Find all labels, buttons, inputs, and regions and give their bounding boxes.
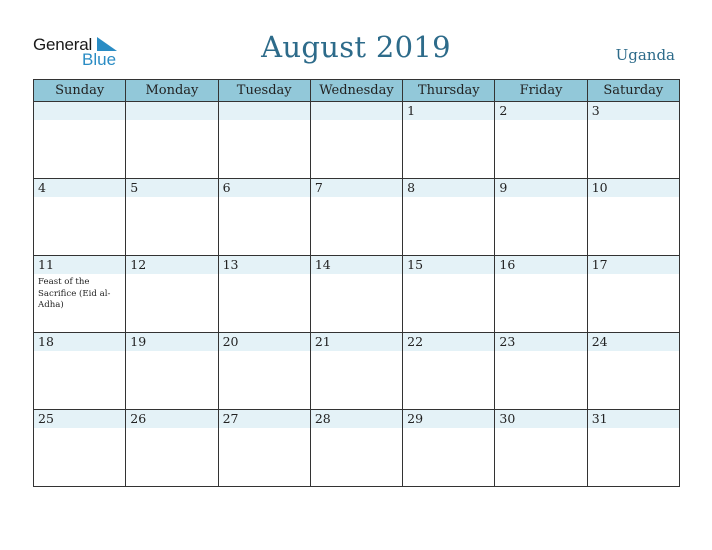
weekday-header: Thursday: [403, 80, 495, 102]
day-number: 10: [588, 179, 679, 197]
day-cell: [587, 410, 679, 487]
day-number: 27: [219, 410, 310, 428]
weekday-header: Friday: [495, 80, 587, 102]
day-cell: [126, 410, 218, 487]
day-number: 13: [219, 256, 310, 274]
day-cell: [495, 333, 587, 410]
day-number: 4: [34, 179, 125, 197]
day-number: 21: [311, 333, 402, 351]
day-number: 11: [34, 256, 125, 274]
day-cell: [218, 179, 310, 256]
weekday-header: Monday: [126, 80, 218, 102]
day-number: 18: [34, 333, 125, 351]
day-cell: [495, 256, 587, 333]
week-row: [34, 256, 680, 333]
day-number: 17: [588, 256, 679, 274]
day-cell: [403, 179, 495, 256]
day-number: [219, 102, 310, 120]
weekday-header: Sunday: [34, 80, 126, 102]
day-cell: [403, 333, 495, 410]
day-number: [34, 102, 125, 120]
holiday-event: Feast of the Sacrifice (Eid al-Adha): [38, 277, 111, 310]
day-number: 29: [403, 410, 494, 428]
day-number: 24: [588, 333, 679, 351]
weekday-header: Wednesday: [310, 80, 402, 102]
day-cell: [587, 333, 679, 410]
day-number: 12: [126, 256, 217, 274]
day-cell: [495, 410, 587, 487]
calendar-grid: [33, 79, 680, 487]
day-number: 28: [311, 410, 402, 428]
day-number: 1: [403, 102, 494, 120]
page-title: August 2019: [261, 30, 451, 64]
logo-text-blue: Blue: [82, 50, 117, 69]
day-cell: [218, 333, 310, 410]
day-number: 6: [219, 179, 310, 197]
day-cell: [495, 102, 587, 179]
day-number: 20: [219, 333, 310, 351]
day-number: 19: [126, 333, 217, 351]
day-number: 9: [495, 179, 586, 197]
day-cell: [310, 256, 402, 333]
day-number: 8: [403, 179, 494, 197]
day-cell: [34, 333, 126, 410]
day-number: 26: [126, 410, 217, 428]
day-cell: [495, 179, 587, 256]
day-cell: [218, 102, 310, 179]
day-cell: [310, 410, 402, 487]
day-cell: [403, 410, 495, 487]
day-cell: [126, 256, 218, 333]
day-number: 31: [588, 410, 679, 428]
day-cell: [126, 102, 218, 179]
day-cell: [587, 179, 679, 256]
day-number: 5: [126, 179, 217, 197]
weekday-header-row: [34, 80, 680, 102]
day-cell: [587, 256, 679, 333]
week-row: [34, 333, 680, 410]
day-cell: [310, 333, 402, 410]
day-cell: [126, 333, 218, 410]
day-number: 3: [588, 102, 679, 120]
day-number: 14: [311, 256, 402, 274]
week-row: [34, 102, 680, 179]
day-number: 30: [495, 410, 586, 428]
week-row: [34, 179, 680, 256]
day-number: [311, 102, 402, 120]
day-number: 16: [495, 256, 586, 274]
day-cell: [218, 410, 310, 487]
day-cell: [403, 256, 495, 333]
day-cell: [34, 179, 126, 256]
day-cell: [218, 256, 310, 333]
day-cell: [34, 410, 126, 487]
day-number: 22: [403, 333, 494, 351]
day-cell: [126, 179, 218, 256]
day-number: [126, 102, 217, 120]
week-row: [34, 410, 680, 487]
day-cell: [310, 179, 402, 256]
day-cell: [310, 102, 402, 179]
day-number: 23: [495, 333, 586, 351]
day-cell: [587, 102, 679, 179]
day-cell: [403, 102, 495, 179]
country-label: Uganda: [615, 46, 675, 64]
day-number: 7: [311, 179, 402, 197]
day-number: 25: [34, 410, 125, 428]
weekday-header: Saturday: [587, 80, 679, 102]
day-cell: [34, 256, 126, 333]
weekday-header: Tuesday: [218, 80, 310, 102]
logo-text-general: General: [33, 35, 93, 54]
day-number: 15: [403, 256, 494, 274]
day-number: 2: [495, 102, 586, 120]
day-cell: [34, 102, 126, 179]
